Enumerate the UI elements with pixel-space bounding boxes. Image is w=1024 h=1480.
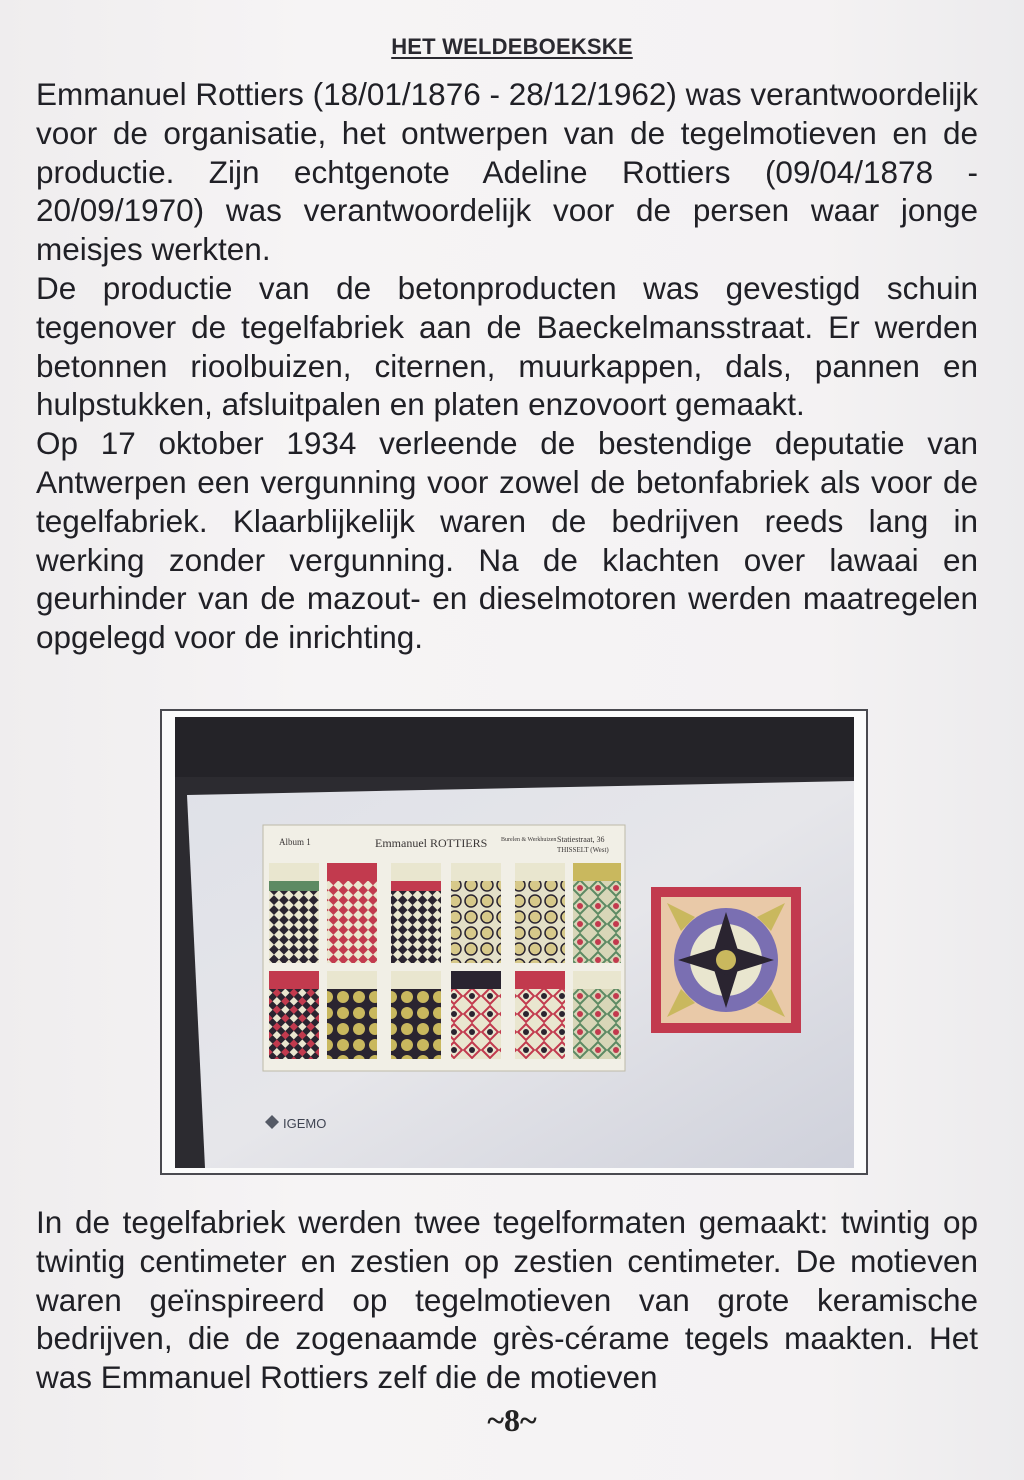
tile-panel <box>451 863 501 963</box>
tile-panel <box>451 971 501 1059</box>
tile-panel <box>573 971 621 1059</box>
body-text-top <box>36 75 978 657</box>
paragraph: De productie van de betonproducten was gevestigd schuin tegenover de tegelfabriek aan de Baeckelmansstraat. Er werden betonnen rioolbuizen, citernen, muurkappen, dals, pannen en hulpstukken, afsluitpalen en platen enzovoort gemaakt. <box>36 269 978 423</box>
tile-panel <box>269 971 319 1059</box>
body-text-bottom <box>36 1203 978 1397</box>
tile-panel <box>515 971 565 1059</box>
company-name: Emmanuel ROTTIERS <box>375 836 488 850</box>
paragraph: Op 17 oktober 1934 verleende de bestendige deputatie van Antwerpen een vergunning voor zowel de betonfabriek als voor de tegelfabriek. Klaarblijkelijk waren de bedrijven reeds lang in werking zonder vergunning. Na de klachten over lawaai en geurhinder van de mazout- en dieselmotoren werden maatregelen opgelegd voor de inrichting. <box>36 425 978 656</box>
paragraph: Emmanuel Rottiers (18/01/1876 - 28/12/1962) was verantwoordelijk voor de organisatie, het ontwerpen van de tegelmotieven en de productie. Zijn echtgenote Adeline Rottiers (09/04/1878 - 20/09/1970) was verantwoordelijk voor de persen waar jonge meisjes werkten. <box>36 76 979 268</box>
album-label: Album 1 <box>279 837 311 847</box>
page-header <box>0 34 1024 60</box>
photo-illustration <box>175 717 854 1168</box>
company-subtitle: Burelen & Werkhuizen <box>501 837 557 843</box>
tile-panel <box>327 971 377 1059</box>
tile-panel <box>391 971 441 1059</box>
address-street: Statiestraat, 36 <box>557 835 605 844</box>
watermark-text: IGEMO <box>283 1116 327 1131</box>
tile-panel <box>269 863 319 963</box>
address-city: THISSELT (West) <box>557 846 609 854</box>
tile-panel <box>515 863 565 963</box>
large-tile-motif <box>651 887 801 1033</box>
tile-catalogue-photo <box>175 717 854 1168</box>
page-number: ~8~ <box>487 1402 537 1438</box>
paragraph: In de tegelfabriek werden twee tegelformaten gemaakt: twintig op twintig centimeter en zestien op zestien centimeter. De motieven waren geïnspireerd op tegelmotieven van grote keramische bedrijven, die de zogenaamde grès-cérame tegels maakten. Het was Emmanuel Rottiers zelf die de motieven <box>36 1204 978 1396</box>
publication-title: HET WELDEBOEKSKE <box>391 34 633 59</box>
tile-panel <box>573 863 621 963</box>
tile-panel <box>391 863 441 963</box>
tile-panel <box>327 863 377 963</box>
